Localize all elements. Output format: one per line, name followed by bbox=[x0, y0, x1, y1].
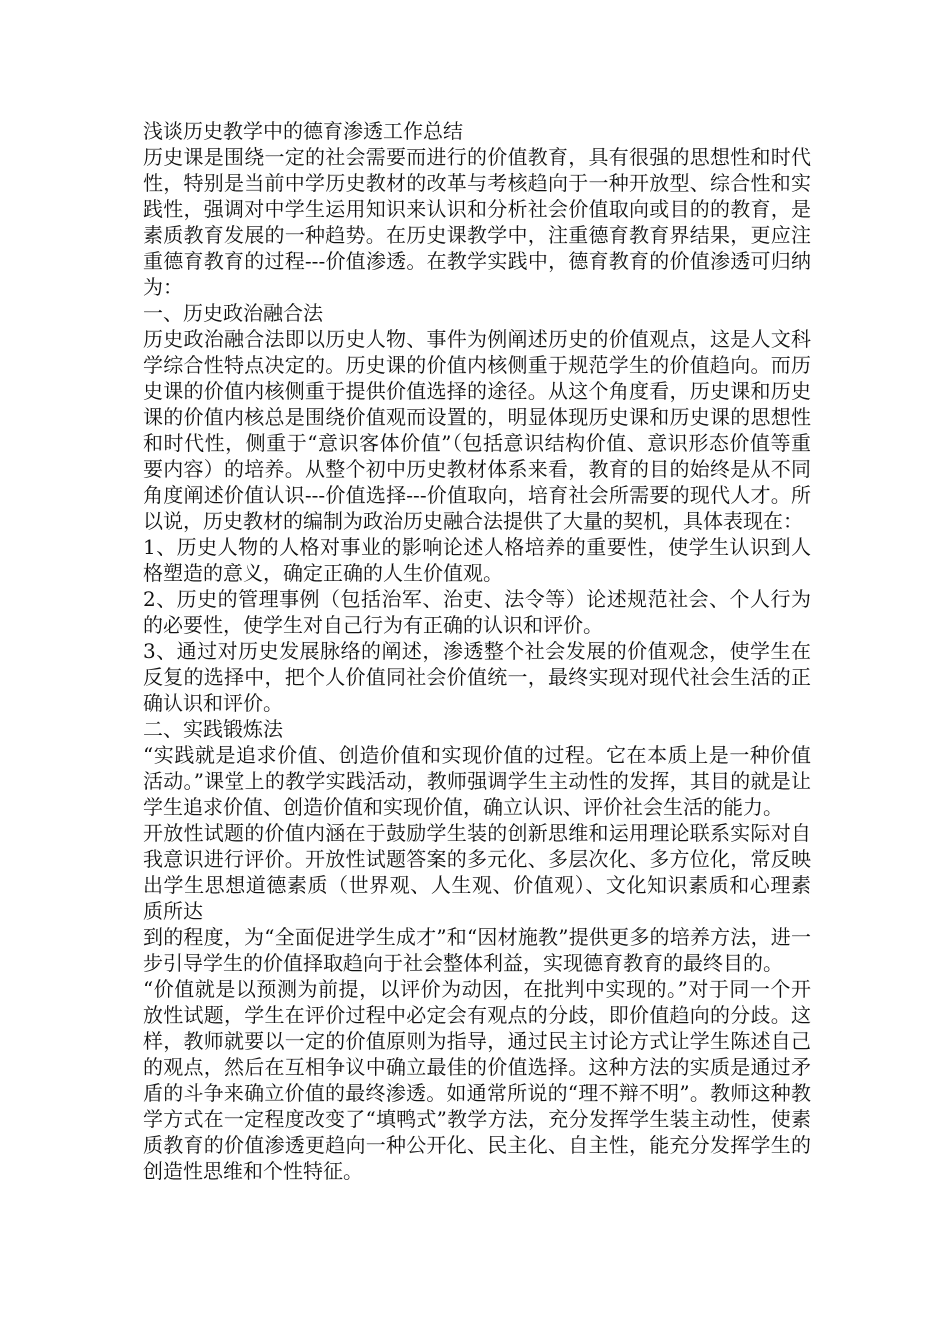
section-2-paragraph-1: “实践就是追求价值、创造价值和实现价值的过程。它在本质上是一种价值活动。”课堂上的教学实践活动，教师强调学生主动性的发挥，其目的就是让学生追求价值、创造价值和实现价值，确立认识、评价社会生活的能力。 bbox=[143, 743, 811, 819]
intro-paragraph: 历史课是围绕一定的社会需要而进行的价值教育，具有很强的思想性和时代性，特别是当前中学历史教材的改革与考核趋向于一种开放型、综合性和实践性，强调对中学生运用知识来认识和分析社会价值取向或目的的教育，是素质教育发展的一种趋势。在历史课教学中，注重德育教育界结果，更应注重德育教育的过程---价值渗透。在教学实践中，德育教育的价值渗透可归纳为： bbox=[143, 145, 811, 299]
list-item-2: 2、历史的管理事例（包括治军、治吏、法令等）论述规范社会、个人行为的必要性，使学生对自己行为有正确的认识和评价。 bbox=[143, 587, 811, 637]
list-item-3: 3、通过对历史发展脉络的阐述，渗透整个社会发展的价值观念，使学生在反复的选择中，把个人价值同社会价值统一，最终实现对现代社会生活的正确认识和评价。 bbox=[143, 639, 811, 715]
section-1-paragraph: 历史政治融合法即以历史人物、事件为例阐述历史的价值观点，这是人文科学综合性特点决定的。历史课的价值内核侧重于规范学生的价值趋向。而历史课的价值内核侧重于提供价值选择的途径。从这个角度看，历史课和历史课的价值内核总是围绕价值观而设置的，明显体现历史课和历史课的思想性和时代性，侧重于“意识客体价值”（包括意识结构价值、意识形态价值等重要内容）的培养。从整个初中历史教材体系来看，教育的目的始终是从不同角度阐述价值认识---价值选择---价值取向，培育社会所需要的现代人才。所以说，历史教材的编制为政治历史融合法提供了大量的契机，具体表现在： bbox=[143, 327, 811, 533]
section-1-heading: 一、历史政治融合法 bbox=[143, 301, 323, 325]
section-2-paragraph-2: 开放性试题的价值内涵在于鼓励学生装的创新思维和运用理论联系实际对自我意识进行评价。开放性试题答案的多元化、多层次化、多方位化，常反映出学生思想道德素质（世界观、人生观、价值观）、文化知识素质和心理素质所达 bbox=[143, 821, 811, 923]
section-2-paragraph-3: 到的程度，为“全面促进学生成才”和“因材施教”提供更多的培养方法，进一步引导学生的价值择取趋向于社会整体利益，实现德育教育的最终目的。 bbox=[143, 925, 811, 975]
list-item-1: 1、历史人物的人格对事业的影响论述人格培养的重要性，使学生认识到人格塑造的意义，确定正确的人生价值观。 bbox=[143, 535, 811, 585]
section-2-heading: 二、实践锻炼法 bbox=[143, 717, 283, 741]
document-title: 浅谈历史教学中的德育渗透工作总结 bbox=[143, 119, 463, 143]
document-body bbox=[143, 118, 811, 1184]
section-2-paragraph-4: “价值就是以预测为前提，以评价为动因，在批判中实现的。”对于同一个开放性试题，学生在评价过程中必定会有观点的分歧，即价值趋向的分歧。这样，教师就要以一定的价值原则为指导，通过民主讨论方式让学生陈述自己的观点，然后在互相争议中确立最佳的价值选择。这种方法的实质是通过矛盾的斗争来确立价值的最终渗透。如通常所说的“理不辩不明”。教师这种教学方式在一定程度改变了“填鸭式”教学方法，充分发挥学生装主动性，使素质教育的价值渗透更趋向一种公开化、民主化、自主性，能充分发挥学生的创造性思维和个性特征。 bbox=[143, 977, 811, 1183]
